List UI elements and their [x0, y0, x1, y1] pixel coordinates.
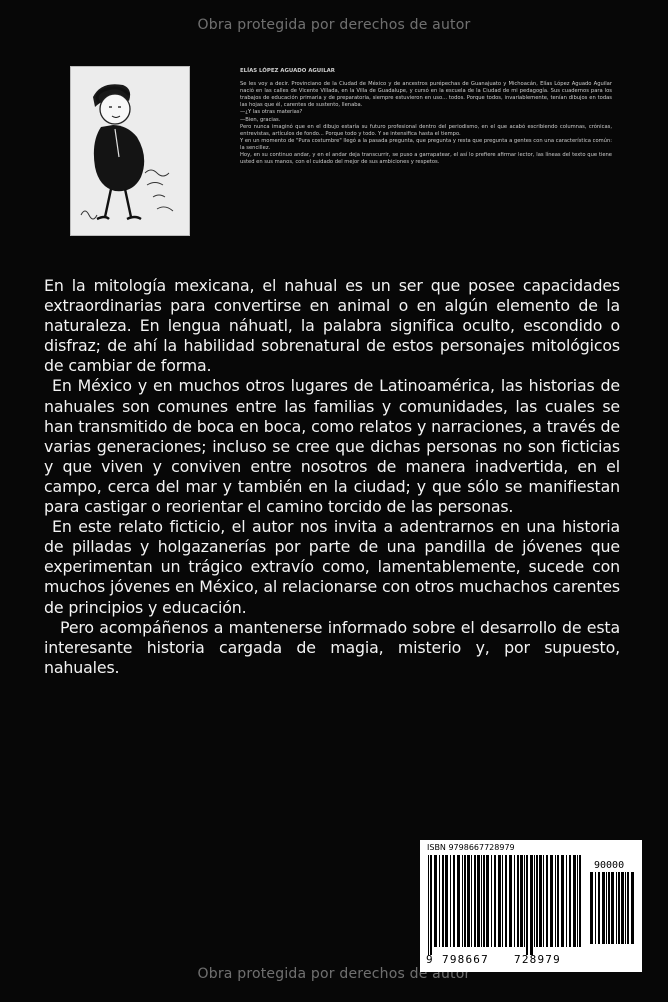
- barcode-bar: [543, 855, 544, 947]
- barcode-bar: [539, 855, 542, 947]
- barcode-bar: [442, 855, 444, 947]
- barcode-bar: [486, 855, 489, 947]
- barcode-bar: [579, 855, 581, 947]
- author-bio-paragraph: Y en un momento de "Pura costumbre" llegó a la pasada pregunta, que pregunta y resta que pregunta a gentes con una característica común: la sencillez.: [240, 137, 612, 151]
- barcode-bar: [627, 872, 629, 944]
- barcode-bar: [555, 855, 556, 947]
- barcode-bar: [631, 872, 634, 944]
- book-synopsis: [44, 276, 620, 678]
- barcode-bar: [428, 855, 429, 955]
- copyright-watermark-bottom: Obra protegida por derechos de autor: [197, 966, 471, 982]
- synopsis-paragraph: En la mitología mexicana, el nahual es un ser que posee capacidades extraordinarias para convertirse en animal o en algún elemento de la naturaleza. En lengua náhuatl, la palabra significa oculto, escondido o disfraz; de ahí la habilidad sobrenatural de estos personajes mitológicos de cambiar de forma.: [44, 276, 620, 376]
- barcode-addon-bars: [590, 872, 636, 952]
- isbn-digit-lead: 9: [426, 953, 434, 966]
- barcode-bar: [602, 872, 605, 944]
- barcode-bar: [491, 855, 492, 947]
- barcode-bar: [517, 855, 519, 947]
- barcode-bar: [464, 855, 466, 947]
- barcode-bar: [608, 872, 610, 944]
- isbn-label: ISBN 9798667728979: [427, 843, 515, 852]
- barcode-bar: [561, 855, 564, 947]
- synopsis-paragraph: En este relato ficticio, el autor nos invita a adentrarnos en una historia de pilladas y holgazanerías por parte de una pandilla de jóvenes que experimentan un trágico extravío como, lamentablemente, sucede con muchos jóvenes en México, al relacionarse con otros muchachos carentes de principios y educación.: [44, 517, 620, 617]
- barcode-bar: [625, 872, 626, 944]
- author-photo: [70, 66, 190, 236]
- isbn-digits-left: 798667: [442, 953, 489, 966]
- barcode-bar: [536, 855, 538, 947]
- barcode-bar: [494, 855, 496, 947]
- author-name: ELÍAS LÓPEZ AGUADO AGUILAR: [240, 68, 335, 74]
- barcode-bar: [434, 855, 437, 947]
- isbn-barcode: [420, 840, 642, 972]
- barcode-bar: [453, 855, 455, 947]
- barcode-bars: [428, 855, 584, 955]
- barcode-bar: [618, 872, 620, 944]
- barcode-bar: [526, 855, 528, 955]
- barcode-bar: [450, 855, 451, 947]
- barcode-bar: [457, 855, 460, 947]
- barcode-bar: [502, 855, 503, 947]
- synopsis-paragraph: Pero acompáñenos a mantenerse informado sobre el desarrollo de esta interesante historia cargada de magia, misterio y, por supuesto, nahuales.: [44, 617, 620, 677]
- barcode-bar: [467, 855, 470, 947]
- author-bio: [240, 68, 612, 166]
- author-bio-paragraph: —Bien, gracias.: [240, 116, 281, 123]
- author-bio-paragraph: —¿Y las otras materias?: [240, 109, 303, 116]
- barcode-bar: [439, 855, 440, 947]
- barcode-bar: [573, 855, 576, 947]
- barcode-bar: [509, 855, 512, 947]
- barcode-bar: [514, 855, 515, 947]
- barcode-bar: [520, 855, 523, 947]
- barcode-bar: [569, 855, 571, 947]
- barcode-bar: [430, 855, 432, 955]
- barcode-bar: [577, 855, 578, 947]
- barcode-bar: [566, 855, 567, 947]
- barcode-bar: [530, 855, 533, 955]
- barcode-bar: [557, 855, 559, 947]
- barcode-bar: [471, 855, 472, 947]
- barcode-bar: [598, 872, 600, 944]
- barcode-bar: [611, 872, 614, 944]
- barcode-bar: [462, 855, 463, 947]
- barcode-bar: [483, 855, 485, 947]
- barcode-bar: [546, 855, 548, 947]
- barcode-bar: [606, 872, 607, 944]
- barcode-bar: [595, 872, 596, 944]
- barcode-bar: [524, 855, 525, 947]
- barcode-bar: [621, 872, 624, 944]
- barcode-bar: [505, 855, 507, 947]
- barcode-bar: [481, 855, 482, 947]
- barcode-bar: [477, 855, 480, 947]
- isbn-digits-right: 728979: [514, 953, 561, 966]
- barcode-bar: [550, 855, 553, 947]
- barcode-bar: [534, 855, 535, 947]
- author-bio-paragraph: Se les voy a decir. Provinciano de la Ciudad de México y de ancestros purépechas de Guanajuato y Michoacán, Elías López Aguado Aguilar nació en las calles de Vicente Villada, en la Villa de Guadalupe, y cursó en la escuela de la Ciudad de mi pedagogía. Sus cuadernos para los trabajos de educación primaria y de preparatoria, siempre estuvieron en uso... todos. Porque todos, invariablemente, tenían dibujos en todas las hojas que él, carentes de sustento, llenaba.: [240, 81, 612, 109]
- barcode-bar: [445, 855, 448, 947]
- synopsis-paragraph: En México y en muchos otros lugares de Latinoamérica, las historias de nahuales son comunes entre las familias y comunidades, las cuales se han transmitido de boca en boca, como relatos y narraciones, a través de varias generaciones; incluso se cree que dichas personas no son ficticias y que viven y conviven entre nosotros de manera inadvertida, en el campo, cerca del mar y también en la ciudad; y que sólo se manifiestan para castigar o reorientar el camino torcido de las personas.: [44, 376, 620, 517]
- price-code: 90000: [594, 860, 625, 871]
- barcode-bar: [616, 872, 617, 944]
- barcode-bar: [590, 872, 593, 944]
- copyright-watermark-top: Obra protegida por derechos de autor: [197, 17, 471, 33]
- author-caricature-icon: [71, 67, 189, 235]
- barcode-bar: [474, 855, 476, 947]
- barcode-bar: [498, 855, 501, 947]
- author-bio-paragraph: Pero nunca imaginó que en el dibujo estaría su futuro profesional dentro del periodismo, en el que acabó escribiendo columnas, crónicas, entrevistas, artículos de fondo... Porque todo y todo. Y se intensifica hasta el tiempo.: [240, 123, 612, 137]
- author-bio-paragraph: Hoy, en su continuo andar, y en el andar deja transcurrir, se puso a garrapatear, el así lo prefiere afirmar lector, las líneas del texto que tiene usted en sus manos, con el cuidado del mejor de sus ambiciones y respetos.: [240, 152, 612, 166]
